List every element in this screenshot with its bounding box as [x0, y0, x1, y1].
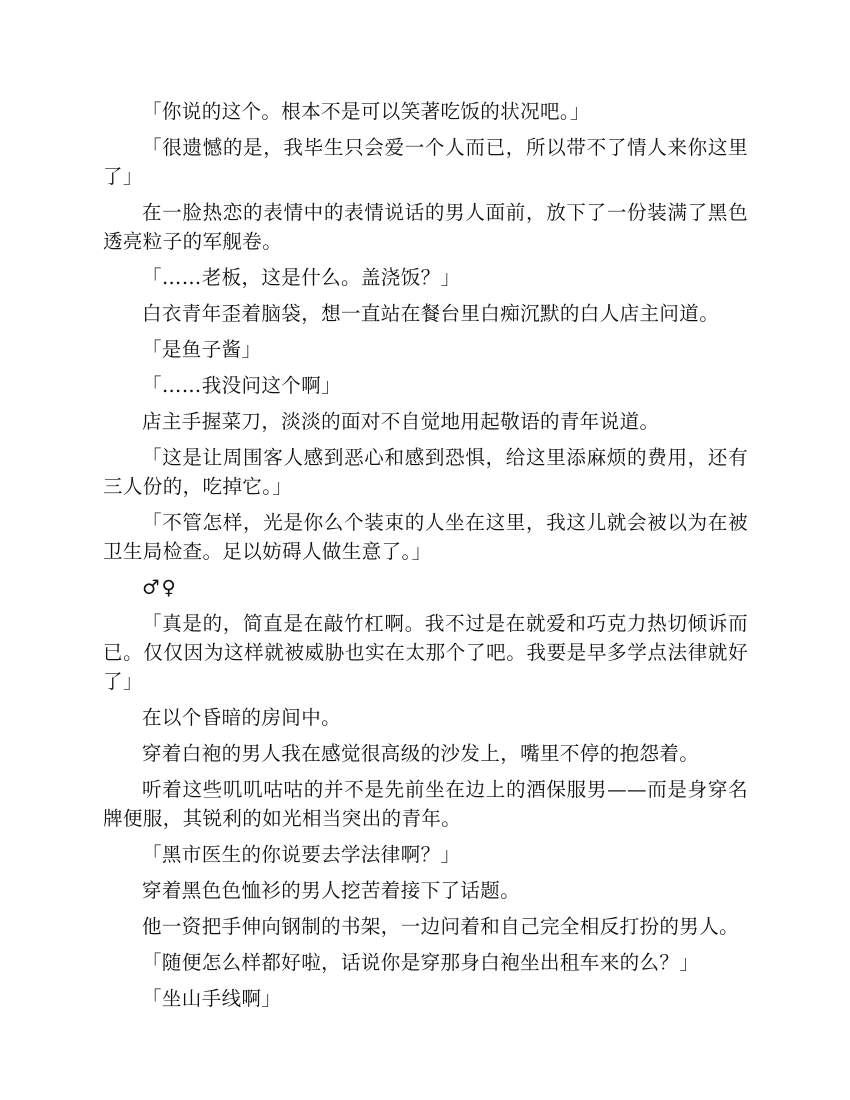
paragraph-5: 白衣青年歪着脑袋，想一直站在餐台里白痴沉默的白人店主问道。 [142, 302, 720, 325]
paragraph-13: 在以个昏暗的房间中。 [142, 706, 342, 729]
paragraph-9: 「这是让周围客人感到恶心和感到恐惧，给这里添麻烦的费用，还有三人份的，吃掉它。」 [103, 446, 748, 498]
paragraph-19: 「随便怎么样都好啦，话说你是穿那身白袍坐出租车来的么？」 [142, 951, 700, 974]
paragraph-20: 「坐山手线啊」 [142, 987, 282, 1010]
paragraph-10: 「不管怎样，光是你么个装束的人坐在这里，我这儿就会被以为在被卫生局检查。足以妨碍人做生意了。」 [103, 511, 748, 563]
paragraph-7: 「……我没问这个啊」 [142, 374, 342, 397]
paragraph-17: 穿着黑色色恤衫的男人挖苦着接下了话题。 [142, 879, 521, 902]
paragraph-1: 「你说的这个。根本不是可以笑著吃饭的状况吧。」 [142, 100, 590, 123]
paragraph-2: 「很遗憾的是，我毕生只会爱一个人而已，所以带不了情人来你这里了」 [103, 136, 748, 188]
paragraph-6: 「是鱼子酱」 [142, 338, 262, 361]
scene-break-symbol: ♂♀ [142, 576, 178, 599]
paragraph-12: 「真是的，简直是在敲竹杠啊。我不过是在就爱和巧克力热切倾诉而已。仅仅因为这样就被威胁也实在太那个了吧。我要是早多学点法律就好了」 [103, 612, 748, 693]
paragraph-3: 在一脸热恋的表情中的表情说话的男人面前，放下了一份装满了黑色透亮粒子的军舰卷。 [103, 201, 748, 253]
paragraph-8: 店主手握菜刀，淡淡的面对不自觉地用起敬语的青年说道。 [142, 410, 660, 433]
paragraph-18: 他一资把手伸向钢制的书架，一边问着和自己完全相反打扮的男人。 [142, 915, 740, 938]
paragraph-16: 「黑市医生的你说要去学法律啊？」 [142, 843, 461, 866]
paragraph-4: 「……老板，这是什么。盖浇饭？」 [142, 266, 461, 289]
paragraph-15: 听着这些叽叽咕咕的并不是先前坐在边上的酒保服男——而是身穿名牌便服，其锐利的如光相当突出的青年。 [103, 778, 748, 830]
document-page [103, 97, 748, 1020]
paragraph-14: 穿着白袍的男人我在感觉很高级的沙发上，嘴里不停的抱怨着。 [142, 742, 700, 765]
